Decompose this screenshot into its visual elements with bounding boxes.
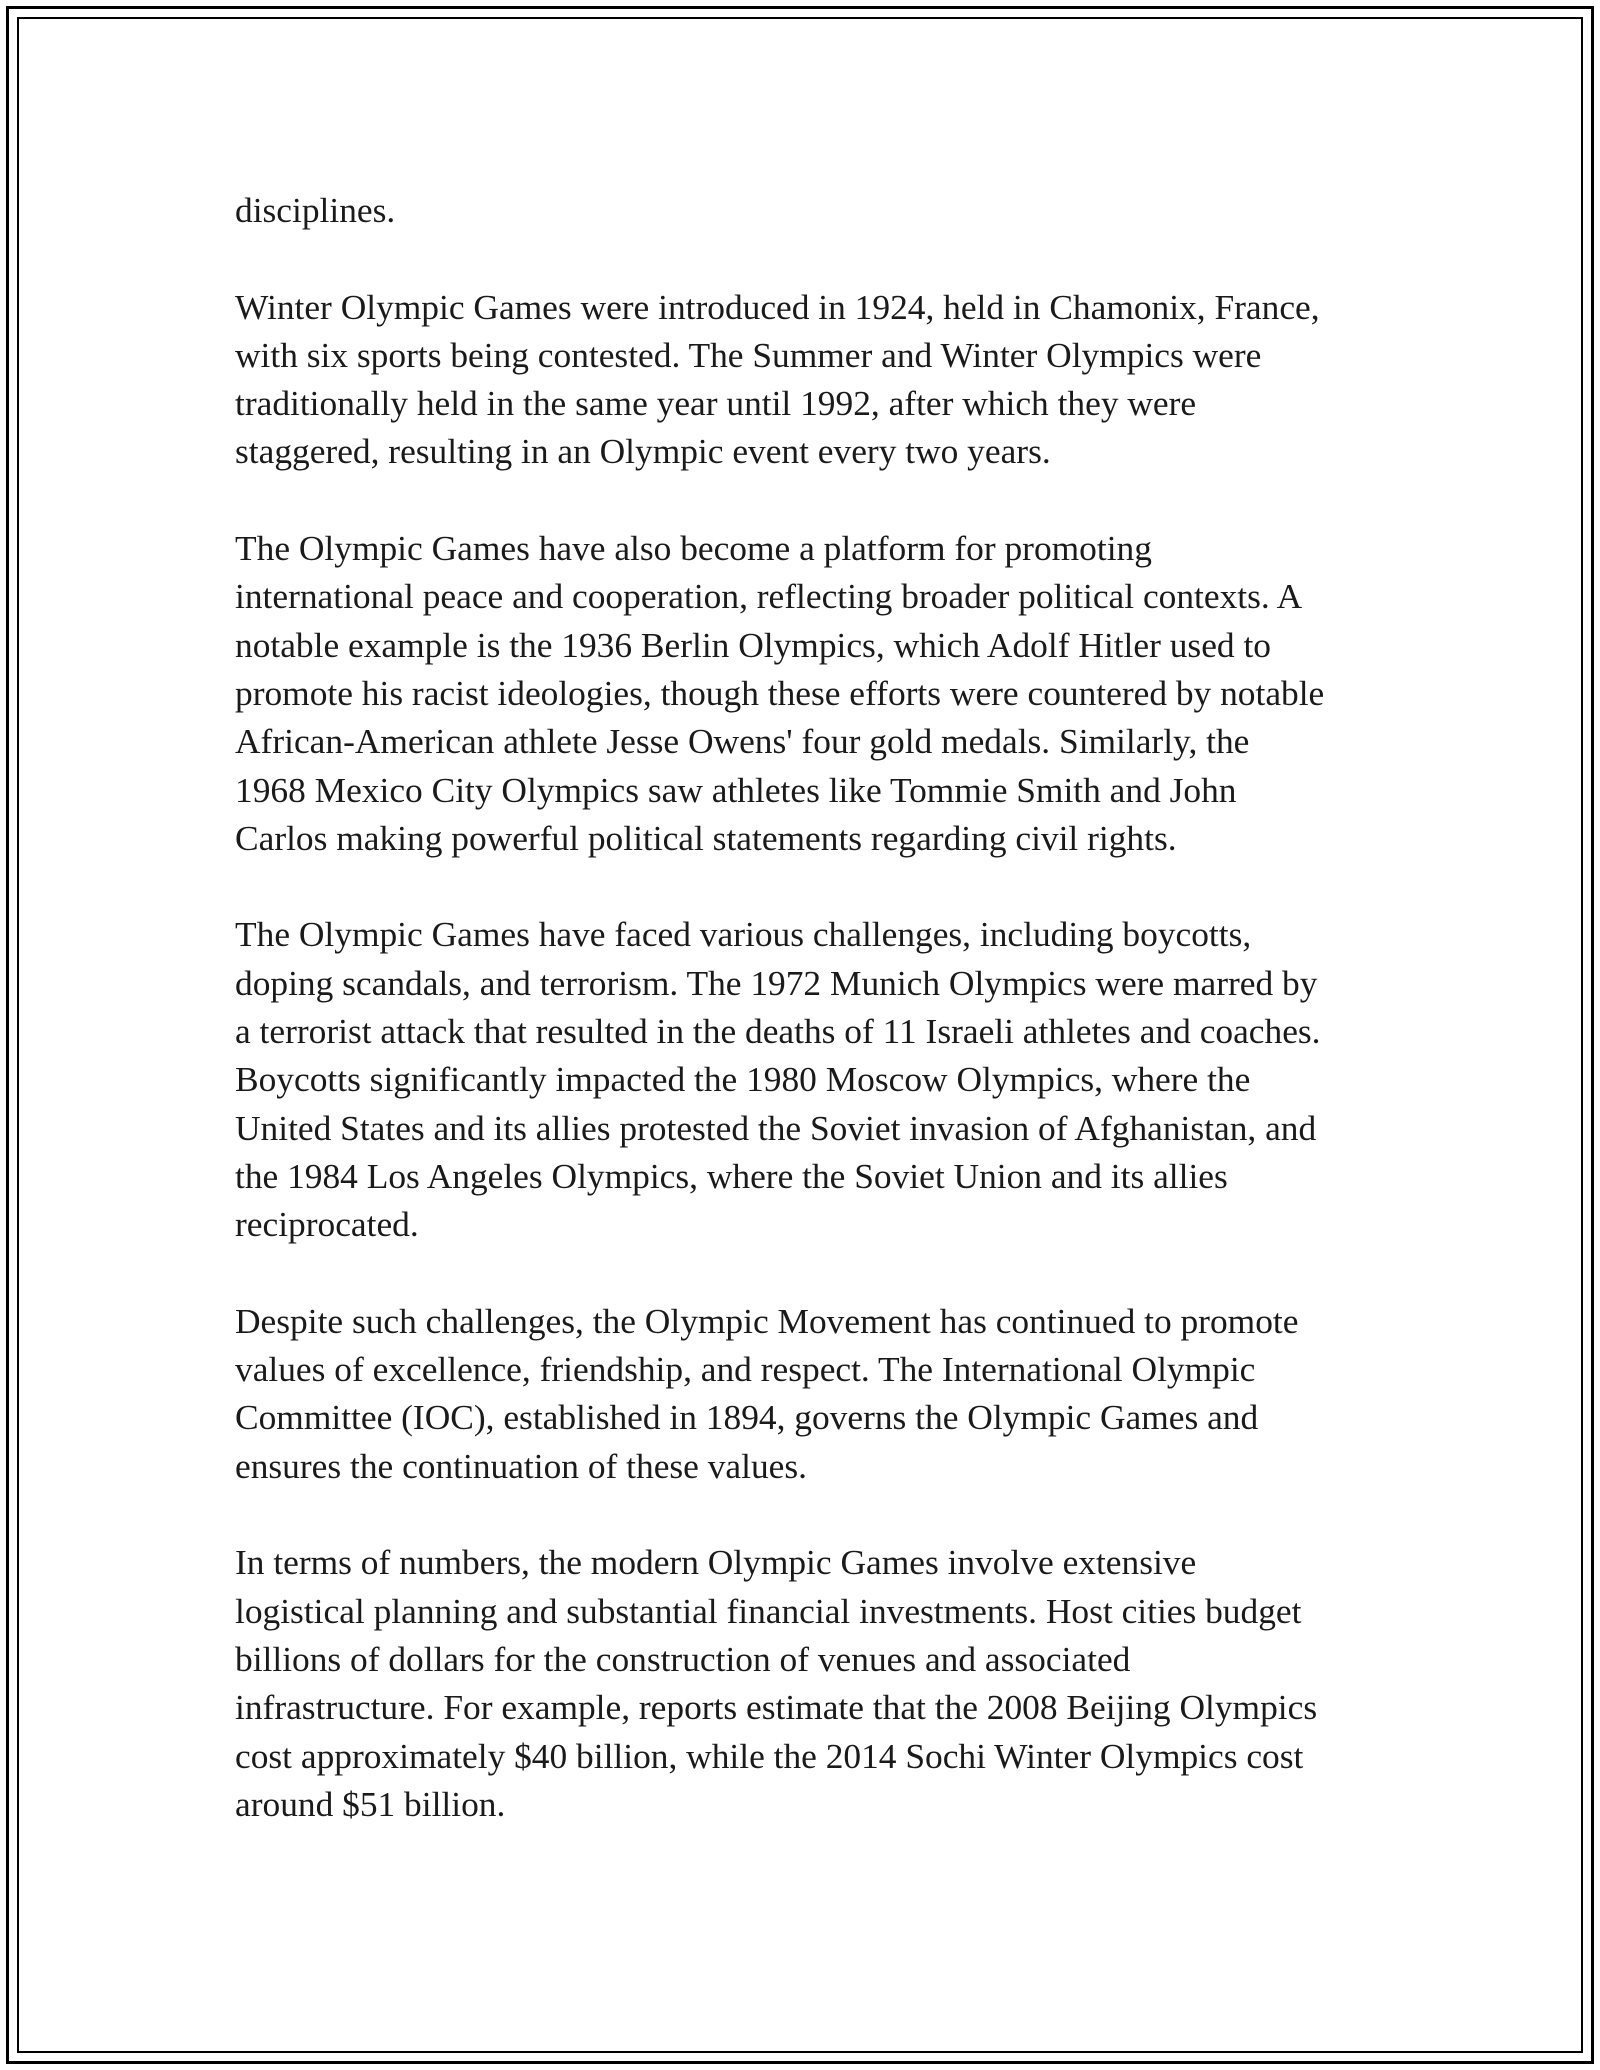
paragraph-winter-olympics: Winter Olympic Games were introduced in 1924, held in Chamonix, France, with six sports being contested. The Summer and Winter Olympics were traditionally held in the same year until 1992, after which they were staggered, resulting in an Olympic event every two years. [235,286,1320,472]
paragraph-costs: In terms of numbers, the modern Olympic Games involve extensive logistical planning and substantial financial investments. Host cities budget billions of dollars for the construction of venues and associated infrastructure. For example, reports estimate that the 2008 Beijing Olympics cost approximately $40 billion, while the 2014 Sochi Winter Olympics cost around $51 billion. [235,1542,1318,1824]
document-body [235,186,1385,1876]
paragraph-peace-politics: The Olympic Games have also become a platform for promoting international peace and cooperation, reflecting broader political contexts. A notable example is the 1936 Berlin Olympics, which Adolf Hitler used to promote his racist ideologies, though these efforts were countered by notable African-American athlete Jesse Owens' four gold medals. Similarly, the 1968 Mexico City Olympics saw athletes like Tommie Smith and John Carlos making powerful political statements regarding civil rights. [235,528,1325,858]
paragraph-olympic-movement: Despite such challenges, the Olympic Movement has continued to promote values of excellence, friendship, and respect. The International Olympic Committee (IOC), established in 1894, governs the Olympic Games and ensures the continuation of these values. [235,1300,1299,1486]
paragraph-disciplines: disciplines. [235,190,396,230]
paragraph-challenges: The Olympic Games have faced various challenges, including boycotts, doping scandals, and terrorism. The 1972 Munich Olympics were marred by a terrorist attack that resulted in the deaths of 11 Israeli athletes and coaches. Boycotts significantly impacted the 1980 Moscow Olympics, where the United States and its allies protested the Soviet invasion of Afghanistan, and the 1984 Los Angeles Olympics, where the Soviet Union and its allies reciprocated. [235,914,1321,1245]
